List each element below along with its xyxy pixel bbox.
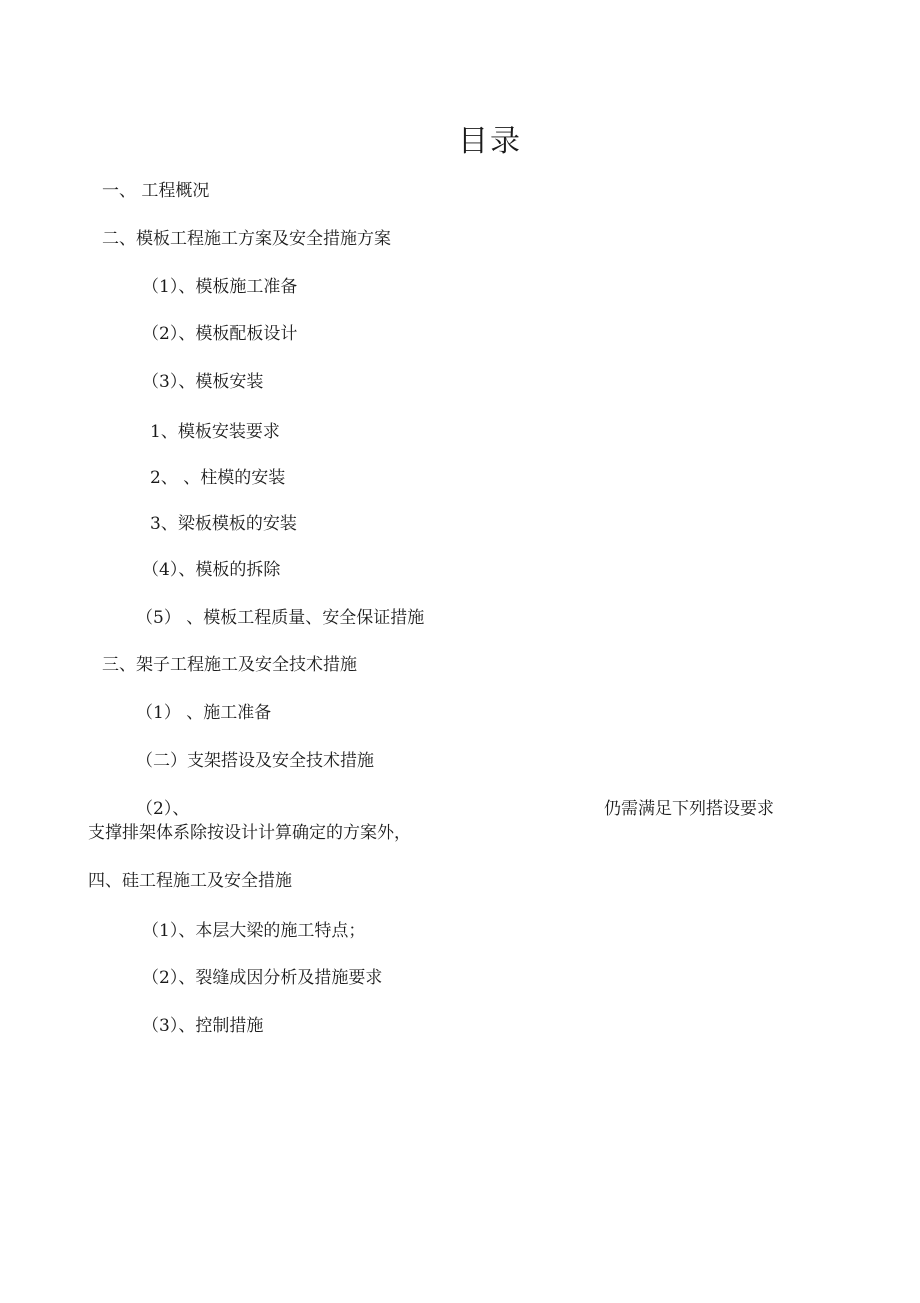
- toc-line-17: （1）、本层大梁的施工特点；: [142, 921, 366, 941]
- toc-line-14-right: 仍需满足下列搭设要求: [604, 799, 774, 819]
- toc-line-11: 三、架子工程施工及安全技术措施: [102, 655, 357, 675]
- toc-line-5: （3）、模板安装: [142, 372, 264, 392]
- toc-line-6: 1、模板安装要求: [150, 422, 280, 442]
- toc-line-19: （3）、控制措施: [142, 1016, 264, 1036]
- toc-line-12: （1） 、施工准备: [136, 703, 272, 723]
- toc-line-9: （4）、模板的拆除: [142, 560, 281, 580]
- toc-line-14-left: （2）、: [136, 799, 190, 819]
- toc-line-18: （2）、裂缝成因分析及措施要求: [142, 968, 383, 988]
- toc-line-16: 四、硅工程施工及安全措施: [88, 871, 292, 891]
- toc-line-1: 一、 工程概况: [102, 181, 210, 201]
- toc-line-15: 支撑排架体系除按设计计算确定的方案外，: [88, 823, 411, 843]
- toc-line-8: 3、梁板模板的安装: [150, 514, 297, 534]
- toc-line-3: （1）、模板施工准备: [142, 277, 298, 297]
- page-title: 目录: [458, 124, 522, 159]
- toc-line-4: （2）、模板配板设计: [142, 324, 298, 344]
- toc-line-10: （5） 、模板工程质量、安全保证措施: [136, 608, 425, 628]
- toc-line-7: 2、 、柱模的安装: [150, 468, 286, 488]
- toc-line-13: （二）支架搭设及安全技术措施: [136, 751, 374, 771]
- toc-line-2: 二、模板工程施工方案及安全措施方案: [102, 229, 391, 249]
